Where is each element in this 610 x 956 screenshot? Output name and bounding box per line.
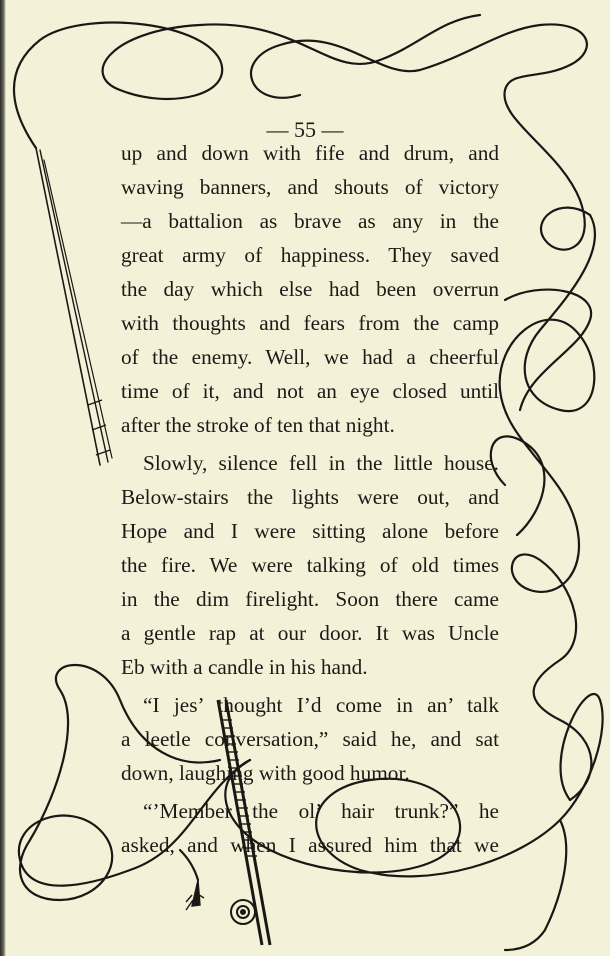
text-line: up and down with fife and drum, and	[121, 141, 499, 165]
rod-line-2	[40, 150, 108, 462]
text-line: of the enemy. Well, we had a cheerful	[121, 345, 499, 369]
text-line: Eb with a candle in his hand.	[121, 655, 368, 679]
right-mid-loop	[505, 290, 591, 410]
rod-tip-tackle-icon	[88, 400, 110, 455]
paragraph-3	[121, 688, 499, 790]
rod-line-3	[44, 160, 112, 458]
text-line: Slowly, silence fell in the little house.	[143, 451, 499, 475]
right-side-loops	[500, 215, 595, 800]
paragraph-4	[121, 794, 499, 862]
paragraph-1	[121, 136, 499, 442]
text-line: Below-stairs the lights were out, and	[121, 485, 499, 509]
text-line: the day which else had been overrun	[121, 277, 499, 301]
text-line: waving banners, and shouts of victory	[121, 175, 499, 199]
text-line: down, laughing with good humor.	[121, 761, 410, 785]
fishing-fly-icon	[186, 880, 204, 910]
text-line: the fire. We were talking of old times	[121, 553, 499, 577]
text-line: with thoughts and fears from the camp	[121, 311, 499, 335]
text-line: “’Member the ol’ hair trunk?” he	[143, 799, 499, 823]
text-line: great army of happiness. They saved	[121, 243, 499, 267]
text-line: after the stroke of ten that night.	[121, 413, 395, 437]
text-line: time of it, and not an eye closed until	[121, 379, 499, 403]
rod-line-1	[36, 148, 100, 465]
text-line: in the dim firelight. Soon there came	[121, 587, 499, 611]
paragraph-2	[121, 446, 499, 684]
text-line: asked, and when I assured him that we	[121, 833, 499, 857]
page-number: — 55 —	[266, 117, 344, 142]
body-text	[121, 136, 499, 862]
text-line: a leetle conversation,” said he, and sat	[121, 727, 499, 751]
text-line: a gentle rap at our door. It was Uncle	[121, 621, 499, 645]
text-line: —a battalion as brave as any in the	[121, 209, 499, 233]
text-line: “I jes’ thought I’d come in an’ talk	[143, 693, 499, 717]
text-line: Hope and I were sitting alone before	[121, 519, 499, 543]
